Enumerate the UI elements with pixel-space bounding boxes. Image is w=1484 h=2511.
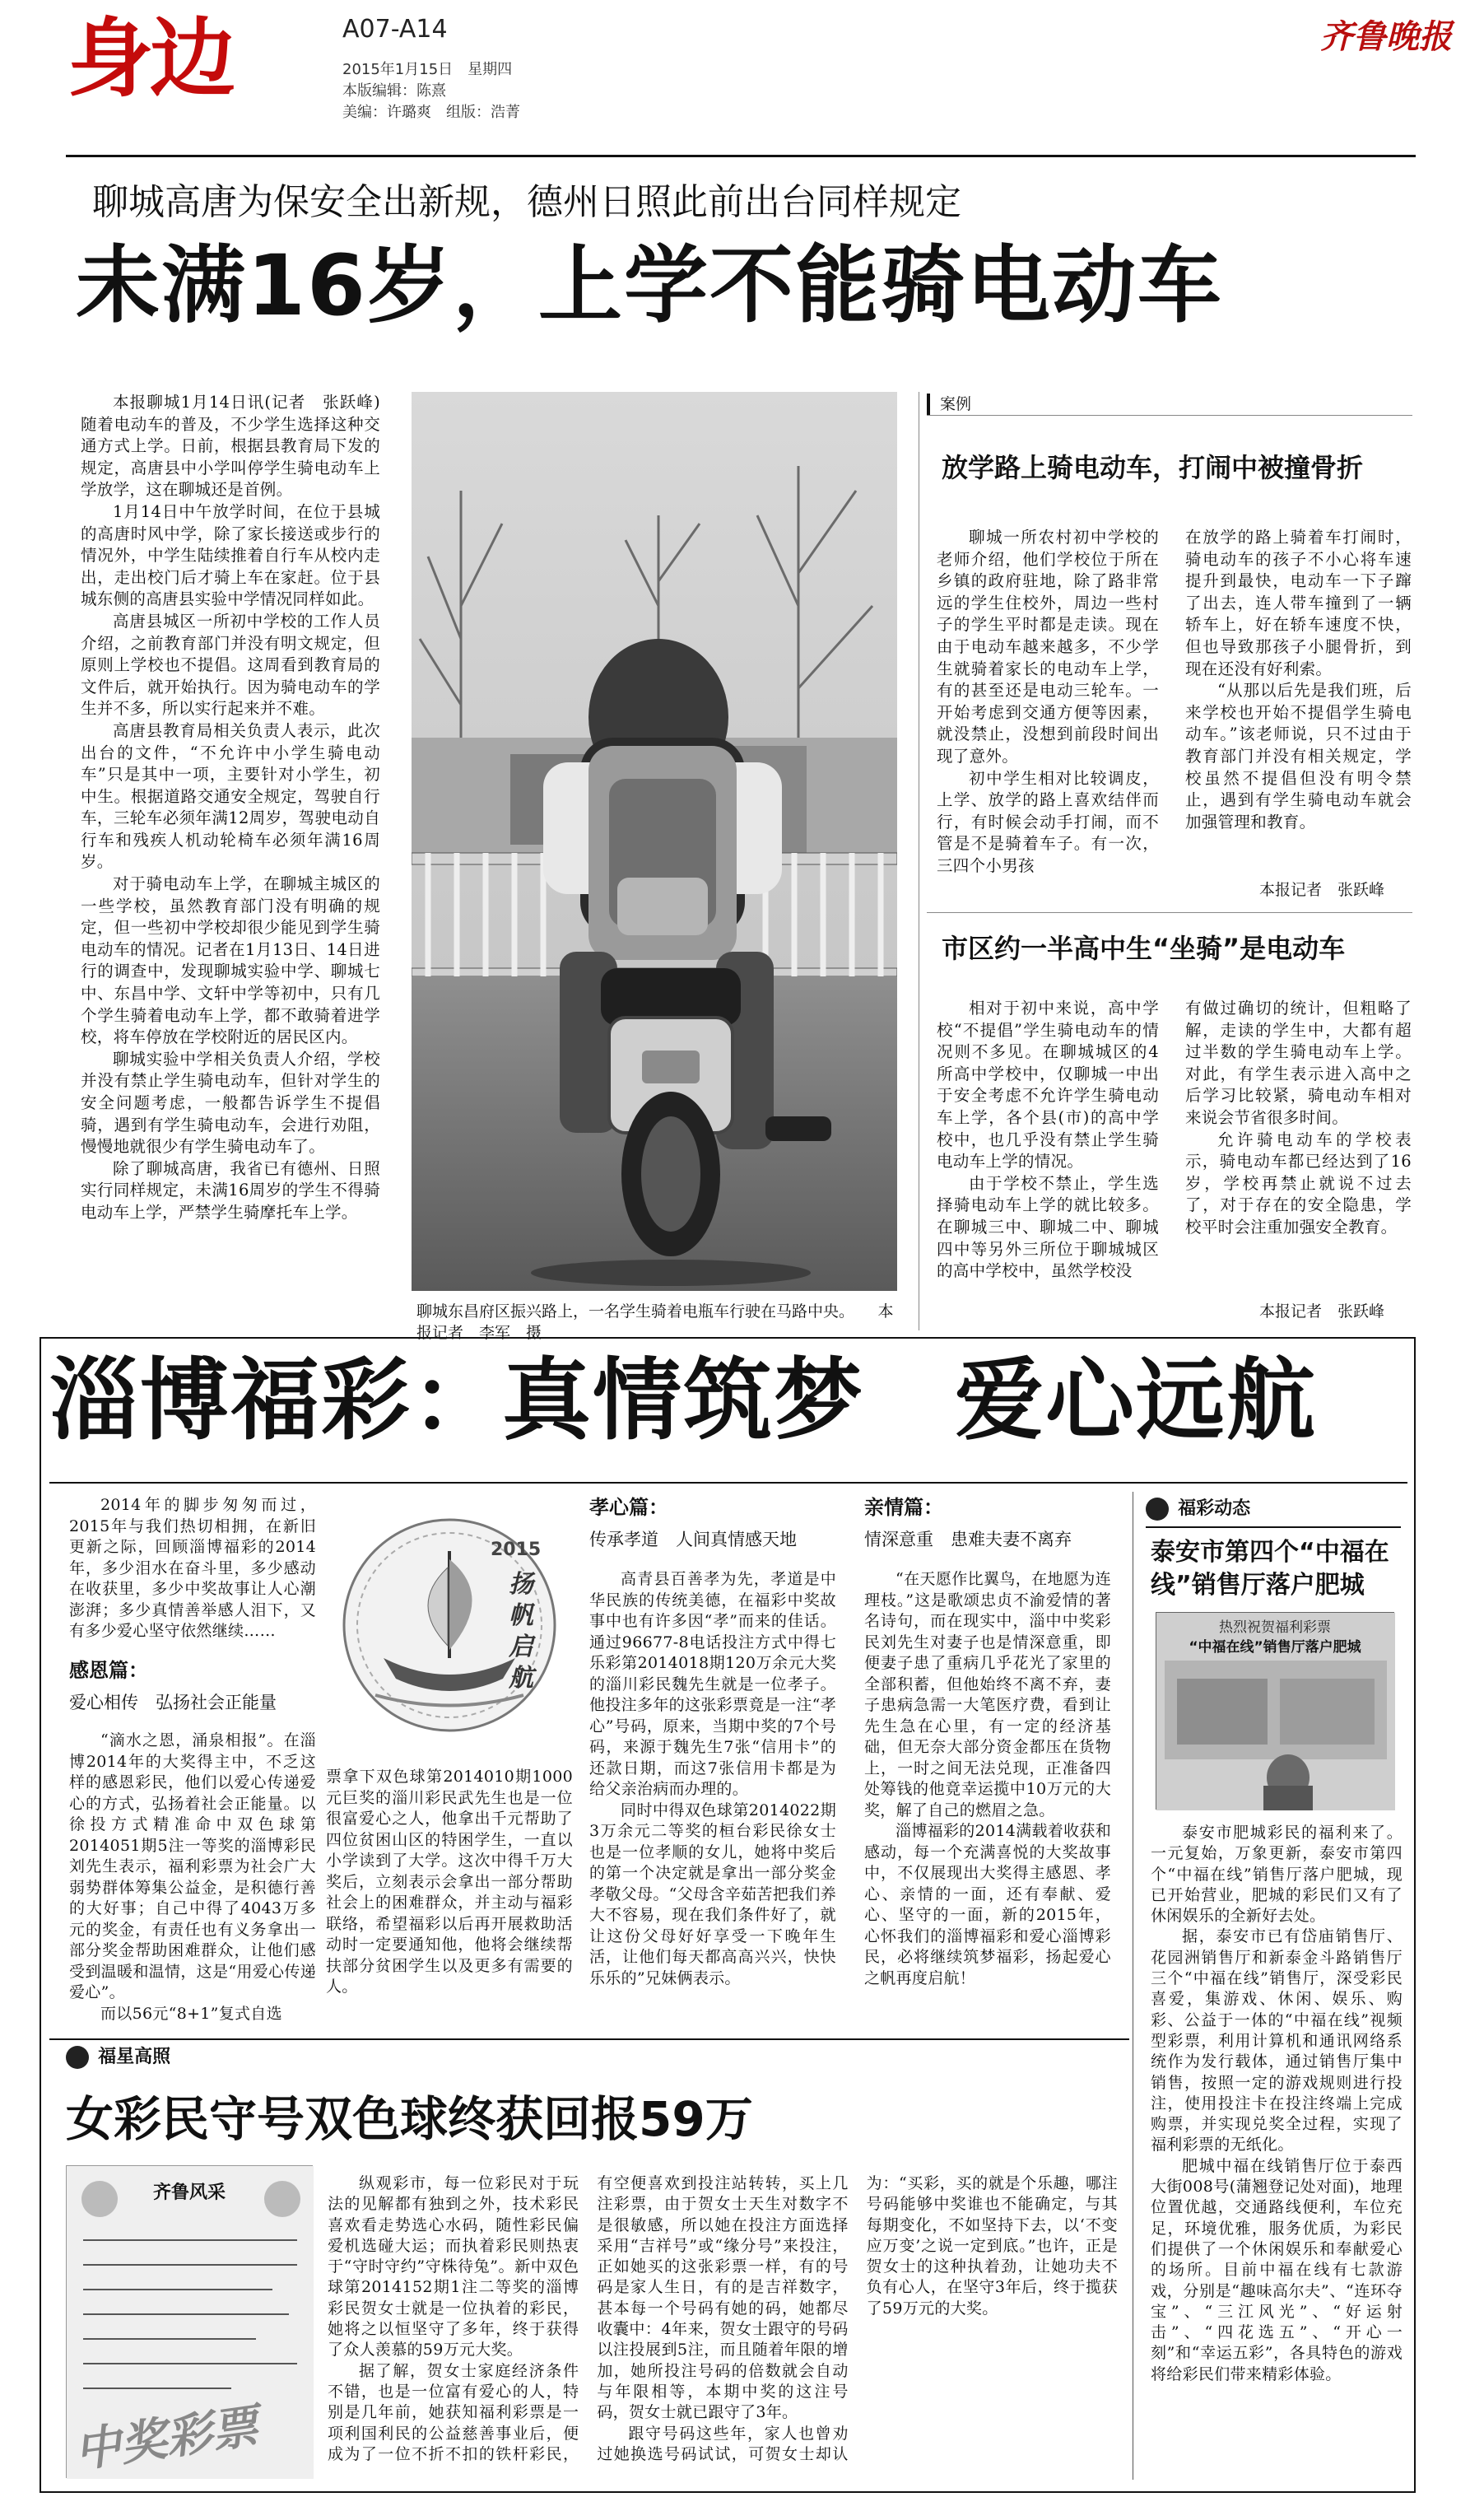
news-paragraph: 泰安市肥城彩民的福利来了。一元复始，万象更新，泰安市第四个“中福在线”销售厅落户肥城，现已开始营业，肥城的彩民们又有了休闲娱乐的全新好去处。 [1151, 1824, 1403, 1926]
news-paragraph: 据，泰安市已有岱庙销售厅、花园洲销售厅和新泰金斗路销售厅三个“中福在线”销售厅，深受彩民喜爱，集游戏、休闲、娱乐、购彩、公益于一体的“中福在线”视频型彩票，利用计算机和通讯网络系统作为发行载体，通过销售厅集中销售，按照一定的游戏规则进行投注，使用投注卡在投注终端上完成购票，并实现兑奖全过程，实现了福利彩票的无纸化。 [1151, 1927, 1403, 2155]
case2-byline: 本报记者 张跃峰 [1259, 1302, 1385, 1321]
s1-body [69, 1731, 316, 2024]
lead-paragraph: 1月14日中午放学时间，在位于县城的高唐时风中学，除了家长接送或步行的情况外，中学生陆续推着自行车从校内走出，走出校门后才骑上车在家赶。位于县城东侧的高唐县实验中学情况同样如此。 [81, 501, 380, 609]
news2-tag-text: 福星高照 [98, 2047, 171, 2067]
news-title: 泰安市第四个“中福在线”销售厅落户肥城 [1151, 1538, 1389, 1600]
s3-paragraph: 淄博福彩的2014满载着收获和感动，每一个充满喜悦的大奖故事中，不仅展现出大奖得主感恩、孝心、亲情的一面，还有奉献、爱心、坚守的一面，新的2015年，心怀我们的淄博福彩和爱心淄博彩民，必将继续筑梦福彩，扬起爱心之帆再度启航！ [864, 1822, 1111, 1987]
news2-rule [49, 2038, 1129, 2040]
ad-intro [69, 1495, 316, 1642]
case1-paragraph: 聊城一所农村初中学校的老师介绍，他们学校位于所在乡镇的政府驻地，除了路非常远的学生住校外，周边一些村子的学生平时都是走读。现在由于电动车越来越多，不少学生就骑着家长的电动车上学，有的甚至还是电动三轮车。一开始考虑到交通方便等因素，就没禁止，没想到前段时间出现了意外。 [937, 528, 1159, 766]
s3-title: 亲情篇： [864, 1496, 943, 1519]
s3-subtitle: 情深意重 患难夫妻不离弃 [864, 1530, 1072, 1549]
paper-logo: 齐鲁晚报 [1320, 17, 1452, 56]
ad-headline: 淄博福彩：真情筑梦 爱心远航 [49, 1349, 1318, 1452]
case2-paragraph: 由于学校不禁止，学生选择骑电动车上学的就比较多。在聊城三中、聊城二中、聊城四中等另外三所位于聊城城区的高中学校中，虽然学校没 [937, 1173, 1159, 1281]
case1-title: 放学路上骑电动车，打闹中被撞骨折 [942, 452, 1364, 483]
s3-paragraph: “在天愿作比翼鸟，在地愿为连理枝。”这是歌颂忠贞不渝爱情的著名诗句，而在现实中，淄中中奖彩民刘先生对妻子也是情深意重，即便妻子患了重病几乎花光了家里的全部积蓄，但他始终不离不弃，妻子患病急需一大笔医疗费，看到让先生急在心里，有一定的经济基础，但无奈大部分资金都压在货物上，一时之间无法兑现，正准备四处筹钱的他竟幸运揽中10万元的大奖，解了自己的燃眉之急。 [864, 1570, 1111, 1819]
case2-left [937, 998, 1159, 1283]
news-tag-icon [1146, 1498, 1169, 1521]
case1-paragraph: 在放学的路上骑着车打闹时，骑电动车的孩子不小心将车速提升到最快，电动车一下子蹿了出去，连人带车撞到了一辆轿车上，好在轿车速度不快，但也导致那孩子小腿骨折，到现在还没有好利索。 [1185, 528, 1412, 678]
lead-paragraph: 对于骑电动车上学，在聊城主城区的一些学校，虽然教育部门没有明确的规定，但一些初中学校却很少能见到学生骑电动车的情况。记者在1月13日、14日进行的调查中，发现聊城实验中学、聊城七中、东昌中学、文轩中学等初中，只有几个学生骑着电动车上学，都不敢骑着进学校，将车停放在学校附近的居民区内。 [81, 874, 380, 1047]
news2-title: 女彩民守号双色球终获回报59万 [66, 2091, 753, 2147]
case1-paragraph: 初中学生相对比较调皮，上学、放学的路上喜欢结伴而行，有时候会动手打闹，而不管是不是骑着车子。有一次，三四个小男孩 [937, 768, 1159, 875]
s1-continued [326, 1767, 573, 1998]
news-tag-text: 福彩动态 [1178, 1498, 1251, 1519]
lead-body [81, 392, 397, 1224]
s1-paragraph: 而以56元“8+1”复式自选 [100, 2004, 282, 2023]
masthead-rule [66, 155, 1416, 157]
case-label [927, 394, 1412, 416]
s2-subtitle: 传承孝道 人间真情感天地 [589, 1530, 797, 1549]
lead-paragraph: 高唐县城区一所初中学校的工作人员介绍，之前教育部门并没有明文规定，但原则上学校也不提倡。这周看到教育局的文件后，就开始执行。因为骑电动车的学生并不多，所以实行起来并不难。 [81, 611, 380, 719]
lead-title: 未满16岁，上学不能骑电动车 [76, 237, 1223, 335]
news2-tag [66, 2045, 170, 2075]
case2-right [1185, 998, 1412, 1239]
badge-year: 2015 [491, 1540, 542, 1560]
news2-paragraph: 跟守号码这些年，家人也曾劝过她换选号码试试，可贺女士却认为：“买彩，买的就是个乐趣，哪注号码能够中奖谁也不能确定，与其每期变化，不如坚持下去，以‘不变应万变’之说一定到底。”也许，正是贺女士的这种执着劲，让她功夫不负有心人，在坚守3年后，终于揽获了59万元的大奖。 [597, 2174, 1118, 2463]
s2-paragraph: 同时中得双色球第2014022期3万余元二等奖的桓台彩民徐女士也是一位孝顺的女儿，她将中奖后的第一个决定就是拿出一部分奖金孝敬父母。“父母含辛茹苦把我们养大不容易，现在我们条件好了，就让这份父母好好享受一下晚年生活，让他们每天都高高兴兴，快快乐乐的”兄妹俩表示。 [589, 1801, 836, 1987]
case-label-text: 案例 [927, 394, 981, 415]
s1-cont-paragraph: 票拿下双色球第2014010期1000元巨奖的淄川彩民武先生也是一位很富爱心之人，他拿出千元帮助了四位贫困山区的特困学生，一直以小学读到了大学。这次中得千万大奖后，立刻表示会拿出一部分帮助社会上的困难群众，并主动与福彩联络，希望福彩以后再开展救助活动时一定要通知他，他将会继续帮扶部分贫困学生以及更多有需要的人。 [326, 1768, 573, 1996]
designer-credit: 美编：许璐爽 组版：浩菁 [342, 104, 520, 121]
lead-paragraph: 除了聊城高唐，我省已有德州、日照实行同样规定，未满16周岁的学生不得骑电动车上学，严禁学生骑摩托车上学。 [81, 1158, 380, 1222]
s1-subtitle: 爱心相传 弘扬社会正能量 [69, 1693, 277, 1712]
news-paragraph: 肥城中福在线销售厅位于泰西大街008号(蒲翘登记处对面)，地理位置优越，交通路线便利，车位充足，环境优雅，服务优质，为彩民们提供了一个休闲娱乐和奉献爱心的场所。目前中福在线有七款游戏，分别是“趣味高尔夫”、“连环夺宝”、“三江风光”、“好运射击”、“四花选五”、“开心一刻”和“幸运五彩”，各具特色的游戏将给彩民们带来精彩体验。 [1151, 2156, 1403, 2383]
case1-right [1185, 527, 1412, 833]
ad-headline-rule [49, 1482, 1407, 1484]
news2-paragraph: 据了解，贺女士家庭经济条件不错，也是一位富有爱心的人，特别是几年前，她获知福利彩票是一项利国利民的公益慈善事业后，便成为了一位不折不扣的铁杆彩民，有空便喜欢到投注站转转，买上几注彩票，由于贺女士天生对数字不是很敏感，所以她在投注方面选择采用“吉祥号”或“缘分号”来投注，正如她买的这张彩票一样，有的号码是家人生日，有的是吉祥数字，甚本每一个号码有她的码，她都尽收囊中：4年来，贺女士跟守的号码以注投展到5注，而且随着年限的增加，她所投注号码的倍数就会自动与年限相等，本期中奖的这注号码，贺女士就已跟守了3年。 [328, 2174, 849, 2463]
ticket-stamp: 中奖彩票 [71, 2398, 262, 2479]
case2-title: 市区约一半高中生“坐骑”是电动车 [942, 933, 1346, 964]
news-body [1151, 1823, 1403, 2385]
s2-title: 孝心篇： [589, 1496, 668, 1519]
ad-intro-text: 2014年的脚步匆匆而过，2015年与我们热切相拥，在新旧更新之际，回顾淄博福彩的2014年，多少泪水在奋斗里，多少感动在收获里，多少中奖故事让人心潮澎湃；多少真情善举感人泪下，又有多少爱心坚守依然继续…… [69, 1496, 316, 1640]
section-logo: 身边 [67, 8, 233, 109]
news2-paragraph: 纵观彩市，每一位彩民对于玩法的见解都有独到之外，技术彩民喜欢看走势选心水码，随性彩民偏爱机选碰大运；而执着彩民则热衷于“守时守约”守株待兔”。新中双色球第2014152期1注二等奖的淄博彩民贺女士就是一位执着的彩民，她将之以恒坚守了多年，终于获得了众人羡慕的59万元大奖。 [328, 2174, 579, 2360]
ticket-header: 齐鲁风采 [152, 2183, 226, 2203]
lead-paragraph: 高唐县教育局相关负责人表示，此次出台的文件，“不允许中小学生骑电动车”只是其中一项，主要针对小学生，初中生。根据道路交通安全规定，驾驶自行车，三轮车必须年满12周岁，驾驶电动自行车和残疾人机动轮椅车必须年满16周岁。 [81, 720, 380, 872]
case2-paragraph: 相对于初中来说，高中学校“不提倡”学生骑电动车的情况则不多见。在聊城城区的4所高中学校中，仅聊城一中出于安全考虑不允许学生骑电动车上学，各个县(市)的高中学校中，也几乎没有禁止学生骑电动车上学的情况。 [937, 999, 1159, 1172]
news-tag [1146, 1497, 1401, 1528]
lead-subtitle: 聊城高唐为保安全出新规，德州日照此前出台同样规定 [92, 181, 961, 223]
lead-paragraph: 本报聊城1月14日讯(记者 张跃峰) 随着电动车的普及，不少学生选择这种交通方式上学。日前，根据县教育局下发的规定，高唐县中小学叫停学生骑电动车上学放学，这在聊城还是首例。 [81, 393, 397, 500]
s2-body [589, 1569, 836, 1989]
badge-text: 扬帆启航 [509, 1570, 533, 1693]
case1-byline: 本报记者 张跃峰 [1259, 881, 1385, 899]
s3-body [864, 1569, 1111, 1989]
lead-photo [412, 392, 897, 1291]
lead-paragraph: 聊城实验中学相关负责人介绍，学校并没有禁止学生骑电动车，但针对学生的安全问题考虑，一般都告诉学生不提倡骑，遇到有学生骑电动车，会进行劝阻，慢慢地就很少有学生骑电动车了。 [81, 1049, 380, 1157]
news2-tag-icon [66, 2046, 89, 2069]
case1-paragraph: “从那以后先是我们班，后来学校也开始不提倡学生骑电动车。”该老师说，只不过由于教育部门并没有相关规定，学校虽然不提倡但没有明令禁止，遇到有学生骑电动车就会加强管理和教育。 [1185, 681, 1412, 832]
case2-paragraph: 允许骑电动车的学校表示，骑电动车都已经达到了16岁，学校再禁止就说不过去了，对于存在的安全隐患，学校平时会注重加强安全教育。 [1185, 1130, 1412, 1237]
s1-paragraph: “滴水之恩，涌泉相报”。在淄博2014年的大奖得主中，不乏这样的感恩彩民，他们以爱心传递爱心的方式，弘扬着社会正能量。以徐投方式精准命中双色球第2014051期5注一等奖的淄博彩民刘先生表示，福利彩票为社会广大弱势群体筹集公益金，是积德行善的大好事；自己中得了4043万多元的奖金，有责任也有义务拿出一部分奖金帮助困难群众，让他们感受到温暖和温情，这是“用爱心传递爱心”。 [69, 1731, 316, 2001]
case-divider [927, 912, 1412, 913]
photo-caption: 聊城东昌府区振兴路上，一名学生骑着电瓶车行驶在马路中央。 本报记者 李军 摄 [416, 1302, 894, 1342]
s2-paragraph: 高青县百善孝为先，孝道是中华民族的传统美德，在福彩中奖故事中也有许多因“孝”而来的佳话。通过96677-8电话投注方式中得七乐彩第2014018期120万余元大奖的淄川彩民魏先生就是一位孝子。他投注多年的这张彩票竟是一注“孝心”号码，原来，当期中奖的7个号码，来源于魏先生7张“信用卡”的还款日期，而这7张信用卡都是为给父亲治病而办理的。 [589, 1570, 836, 1798]
page-range: A07-A14 [342, 15, 448, 44]
editor-credit: 本版编辑：陈熹 [342, 82, 446, 100]
s1-title: 感恩篇： [69, 1659, 148, 1682]
news2-body [328, 2173, 1118, 2483]
news-photo-caption1: 热烈祝贺福利彩票 [1219, 1619, 1331, 1636]
issue-date: 2015年1月15日 星期四 [342, 61, 513, 78]
case2-paragraph: 有做过确切的统计，但粗略了解，走读的学生中，大都有超过半数的学生骑电动车上学。对此，有学生表示进入高中之后学习比较紧，骑电动车相对来说会节省很多时间。 [1185, 999, 1412, 1127]
news-photo-caption2: “中福在线”销售厅落户肥城 [1189, 1639, 1361, 1656]
case1-left [937, 527, 1159, 878]
